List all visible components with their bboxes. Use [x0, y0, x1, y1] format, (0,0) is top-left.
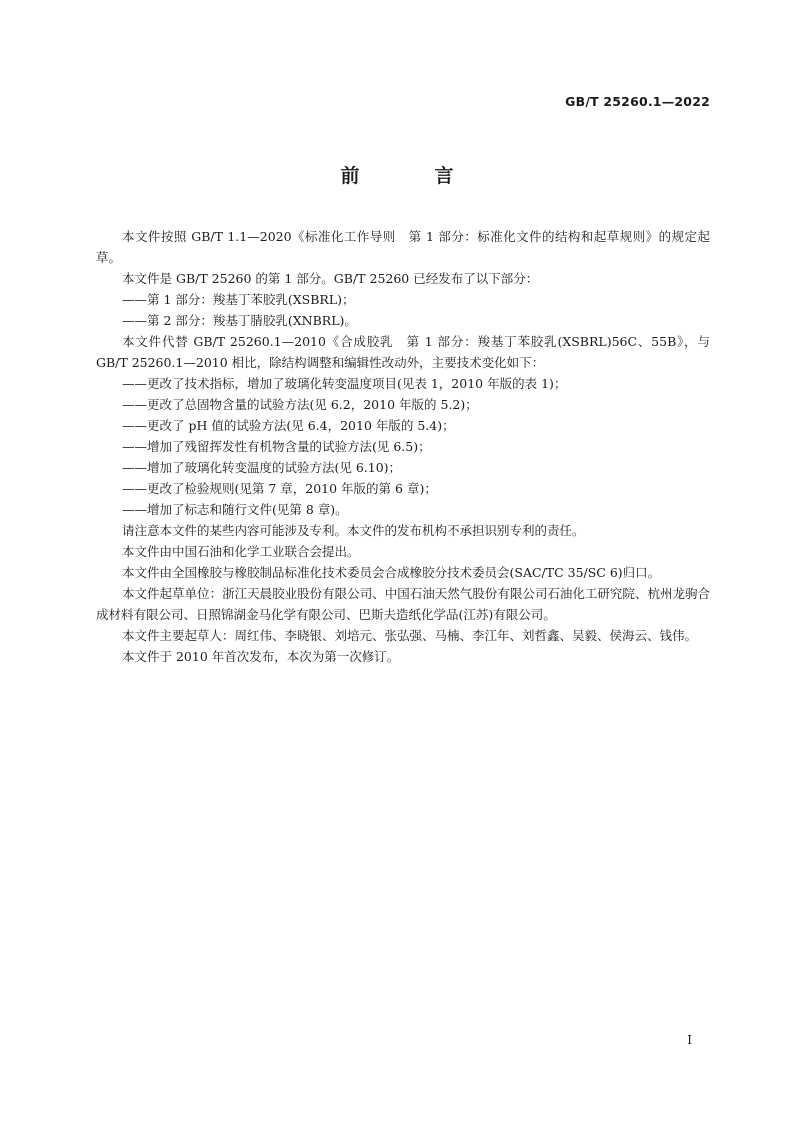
paragraph-patent-notice: 请注意本文件的某些内容可能涉及专利。本文件的发布机构不承担识别专利的责任。	[122, 523, 585, 538]
list-item-change-5: ——增加了玻璃化转变温度的试验方法(见 6.10)；	[122, 460, 402, 475]
list-item-change-2: ——更改了总固物含量的试验方法(见 6.2，2010 年版的 5.2)；	[122, 397, 478, 412]
paragraph-proposed-by: 本文件由中国石油和化学工业联合会提出。	[122, 544, 360, 559]
paragraph-revision-history: 本文件于 2010 年首次发布，本次为第一次修订。	[122, 649, 400, 664]
foreword-body	[96, 226, 710, 667]
list-item-change-3: ——更改了 pH 值的试验方法(见 6.4，2010 年版的 5.4)；	[122, 418, 455, 433]
paragraph-drafting-units: 本文件起草单位：浙江天晨胶业股份有限公司、中国石油天然气股份有限公司石油化工研究院、杭州龙驹合成材料有限公司、日照锦湖金马化学有限公司、巴斯夫造纸化学品(江苏)有限公司。	[96, 586, 710, 622]
standard-code: GB/T 25260.1—2022	[565, 94, 710, 109]
paragraph-drafters: 本文件主要起草人：周红伟、李晓银、刘培元、张弘强、马楠、李江年、刘哲鑫、吴毅、侯海云、钱伟。	[122, 628, 698, 643]
list-item-part-1: ——第 1 部分：羧基丁苯胶乳(XSBRL)；	[122, 292, 355, 307]
list-item-change-7: ——增加了标志和随行文件(见第 8 章)。	[122, 502, 348, 517]
list-item-change-6: ——更改了检验规则(见第 7 章，2010 年版的第 6 章)；	[122, 481, 437, 496]
list-item-change-4: ——增加了残留挥发性有机物含量的试验方法(见 6.5)；	[122, 439, 431, 454]
paragraph-drafting-rules: 本文件按照 GB/T 1.1—2020《标准化工作导则 第 1 部分：标准化文件的结构和起草规则》的规定起草。	[96, 229, 710, 265]
page-number: I	[687, 1033, 692, 1047]
list-item-change-1: ——更改了技术指标，增加了玻璃化转变温度项目(见表 1，2010 年版的表 1)；	[122, 376, 567, 391]
paragraph-parts-intro: 本文件是 GB/T 25260 的第 1 部分。GB/T 25260 已经发布了以下部分：	[122, 271, 539, 286]
paragraph-technical-committee: 本文件由全国橡胶与橡胶制品标准化技术委员会合成橡胶分技术委员会(SAC/TC 35/SC 6)归口。	[122, 565, 661, 580]
list-item-part-2: ——第 2 部分：羧基丁腈胶乳(XNBRL)。	[122, 313, 357, 328]
page-title: 前 言	[340, 165, 482, 187]
paragraph-replaces: 本文件代替 GB/T 25260.1—2010《合成胶乳 第 1 部分：羧基丁苯胶乳(XSBRL)56C、55B》，与 GB/T 25260.1—2010 相比，除结构调整和编辑性改动外，主要技术变化如下：	[96, 334, 710, 370]
